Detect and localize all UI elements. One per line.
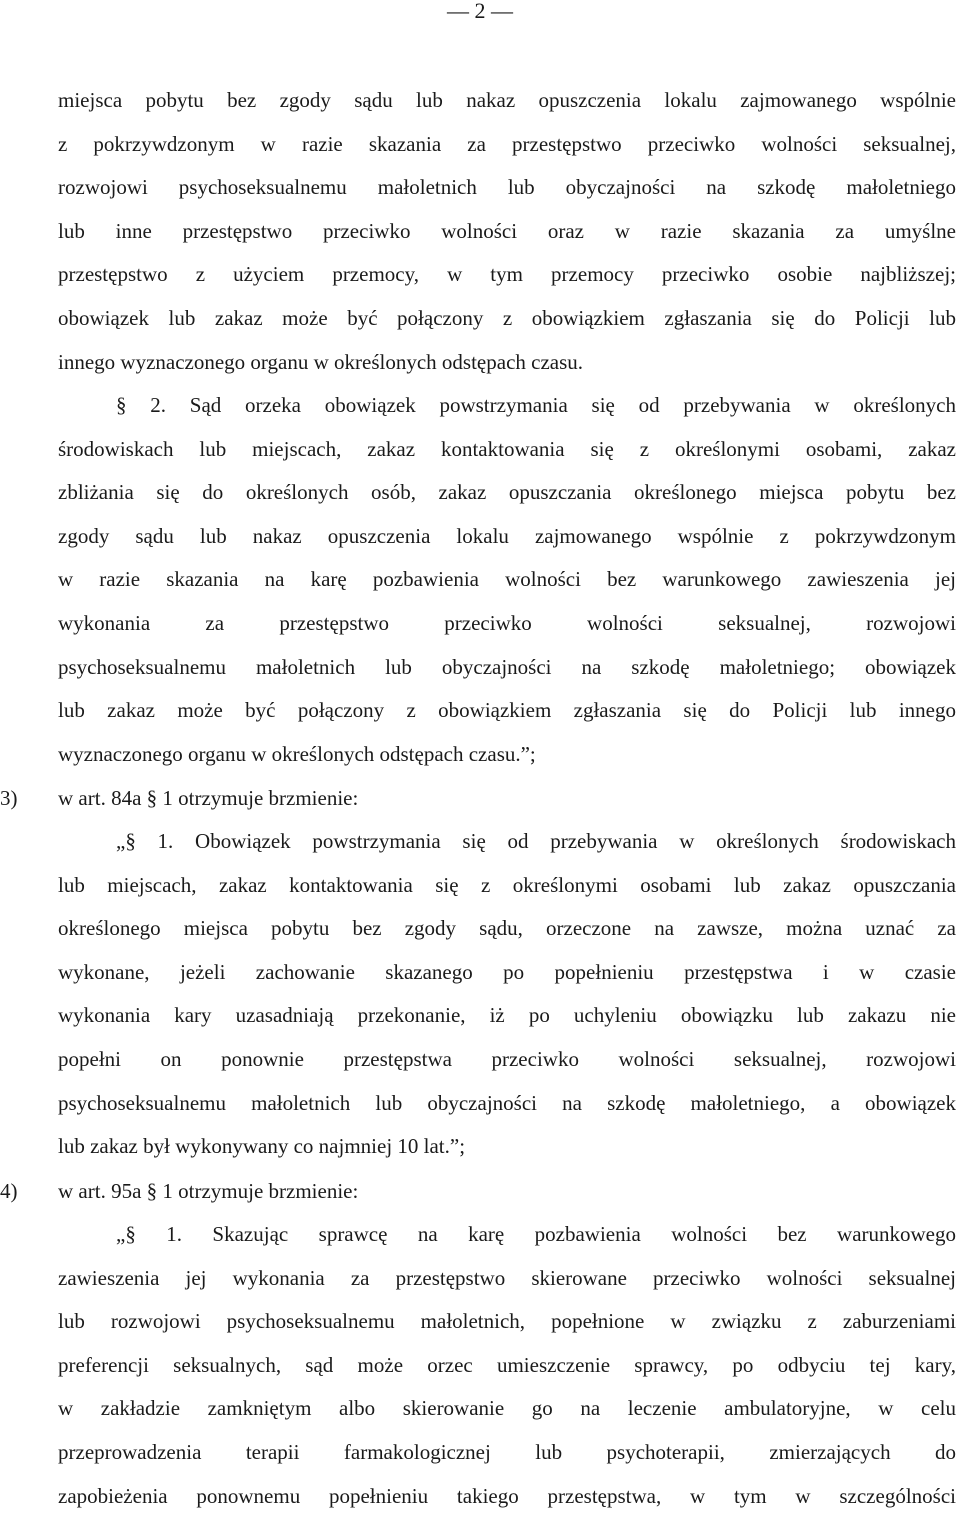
text-line: lub zakaz może być połączony z obowiązkiem zgłaszania się do Policji lub innego — [58, 698, 956, 723]
text-line: wyznaczonego organu w określonych odstępach czasu.”; — [58, 741, 536, 766]
text-line: wykonania kary uzasadniają przekonanie, iż po uchyleniu obowiązku lub zakazu nie — [58, 1003, 956, 1028]
list-item-4 — [0, 1170, 358, 1214]
text-line: w zakładzie zamkniętym albo skierowanie go na leczenie ambulatoryjne, w celu — [58, 1396, 956, 1421]
text-line: psychoseksualnemu małoletnich lub obyczajności na szkodę małoletniego, a obowiązek — [58, 1090, 956, 1115]
text-line: zbliżania się do określonych osób, zakaz opuszczania określonego miejsca pobytu bez — [58, 480, 956, 505]
text-line: § 2. Sąd orzeka obowiązek powstrzymania się od przebywania w określonych — [116, 393, 956, 417]
paragraph-art-84a — [58, 820, 956, 1169]
text-line: lub inne przestępstwo przeciwko wolności oraz w razie skazania za umyślne — [58, 218, 956, 243]
text-line: lub zakaz był wykonywany co najmniej 10 lat.”; — [58, 1134, 466, 1159]
text-line: lub miejscach, zakaz kontaktowania się z określonymi osobami lub zakaz opuszczania — [58, 872, 956, 897]
text-line: lub rozwojowi psychoseksualnemu małoletnich, popełnione w związku z zaburzeniami — [58, 1309, 956, 1334]
list-number: 3) — [0, 786, 18, 810]
text-line: zapobieżenia ponownemu popełnieniu takiego przestępstwa, w tym w szczególności — [58, 1483, 956, 1508]
text-line: popełni on ponownie przestępstwa przeciwko wolności seksualnej, rozwojowi — [58, 1046, 956, 1071]
text-line: z pokrzywdzonym w razie skazania za przestępstwo przeciwko wolności seksualnej, — [58, 131, 956, 156]
text-line: przeprowadzenia terapii farmakologicznej lub psychoterapii, zmierzających do — [58, 1439, 956, 1464]
text-line: środowiskach lub miejscach, zakaz kontaktowania się z określonymi osobami, zakaz — [58, 436, 956, 461]
text-line: „§ 1. Skazując sprawcę na karę pozbawienia wolności bez warunkowego — [116, 1222, 956, 1246]
text-line: „§ 1. Obowiązek powstrzymania się od przebywania w określonych środowiskach — [116, 829, 956, 853]
text-line: zawieszenia jej wykonania za przestępstwo skierowane przeciwko wolności seksualnej — [58, 1265, 956, 1290]
text-line: w razie skazania na karę pozbawienia wolności bez warunkowego zawieszenia jej — [58, 567, 956, 592]
list-text: w art. 84a § 1 otrzymuje brzmienie: — [58, 786, 359, 810]
list-number: 4) — [0, 1179, 18, 1203]
list-text: w art. 95a § 1 otrzymuje brzmienie: — [58, 1179, 359, 1203]
text-line: psychoseksualnemu małoletnich lub obyczajności na szkodę małoletniego; obowiązek — [58, 654, 956, 679]
text-line: miejsca pobytu bez zgody sądu lub nakaz opuszczenia lokalu zajmowanego wspólnie — [58, 88, 956, 112]
paragraph-continuation — [58, 79, 956, 384]
page-number: — 2 — — [447, 0, 513, 23]
text-line: przestępstwo z użyciem przemocy, w tym przemocy przeciwko osobie najbliższej; — [58, 262, 956, 287]
text-line: rozwojowi psychoseksualnemu małoletnich lub obyczajności na szkodę małoletniego — [58, 175, 956, 200]
paragraph-section-2 — [58, 384, 956, 776]
text-line: preferencji seksualnych, sąd może orzec umieszczenie sprawcy, po odbyciu tej kary, — [58, 1352, 956, 1377]
paragraph-art-95a — [58, 1213, 956, 1518]
text-line: określonego miejsca pobytu bez zgody sądu, orzeczone na zawsze, można uznać za — [58, 916, 956, 941]
text-line: zgody sądu lub nakaz opuszczenia lokalu zajmowanego wspólnie z pokrzywdzonym — [58, 523, 956, 548]
text-line: innego wyznaczonego organu w określonych odstępach czasu. — [58, 349, 584, 374]
text-line: obowiązek lub zakaz może być połączony z obowiązkiem zgłaszania się do Policji lub — [58, 305, 956, 330]
text-line: wykonania za przestępstwo przeciwko wolności seksualnej, rozwojowi — [58, 610, 956, 635]
list-item-3 — [0, 777, 358, 821]
text-line: wykonane, jeżeli zachowanie skazanego po popełnieniu przestępstwa i w czasie — [58, 959, 956, 984]
